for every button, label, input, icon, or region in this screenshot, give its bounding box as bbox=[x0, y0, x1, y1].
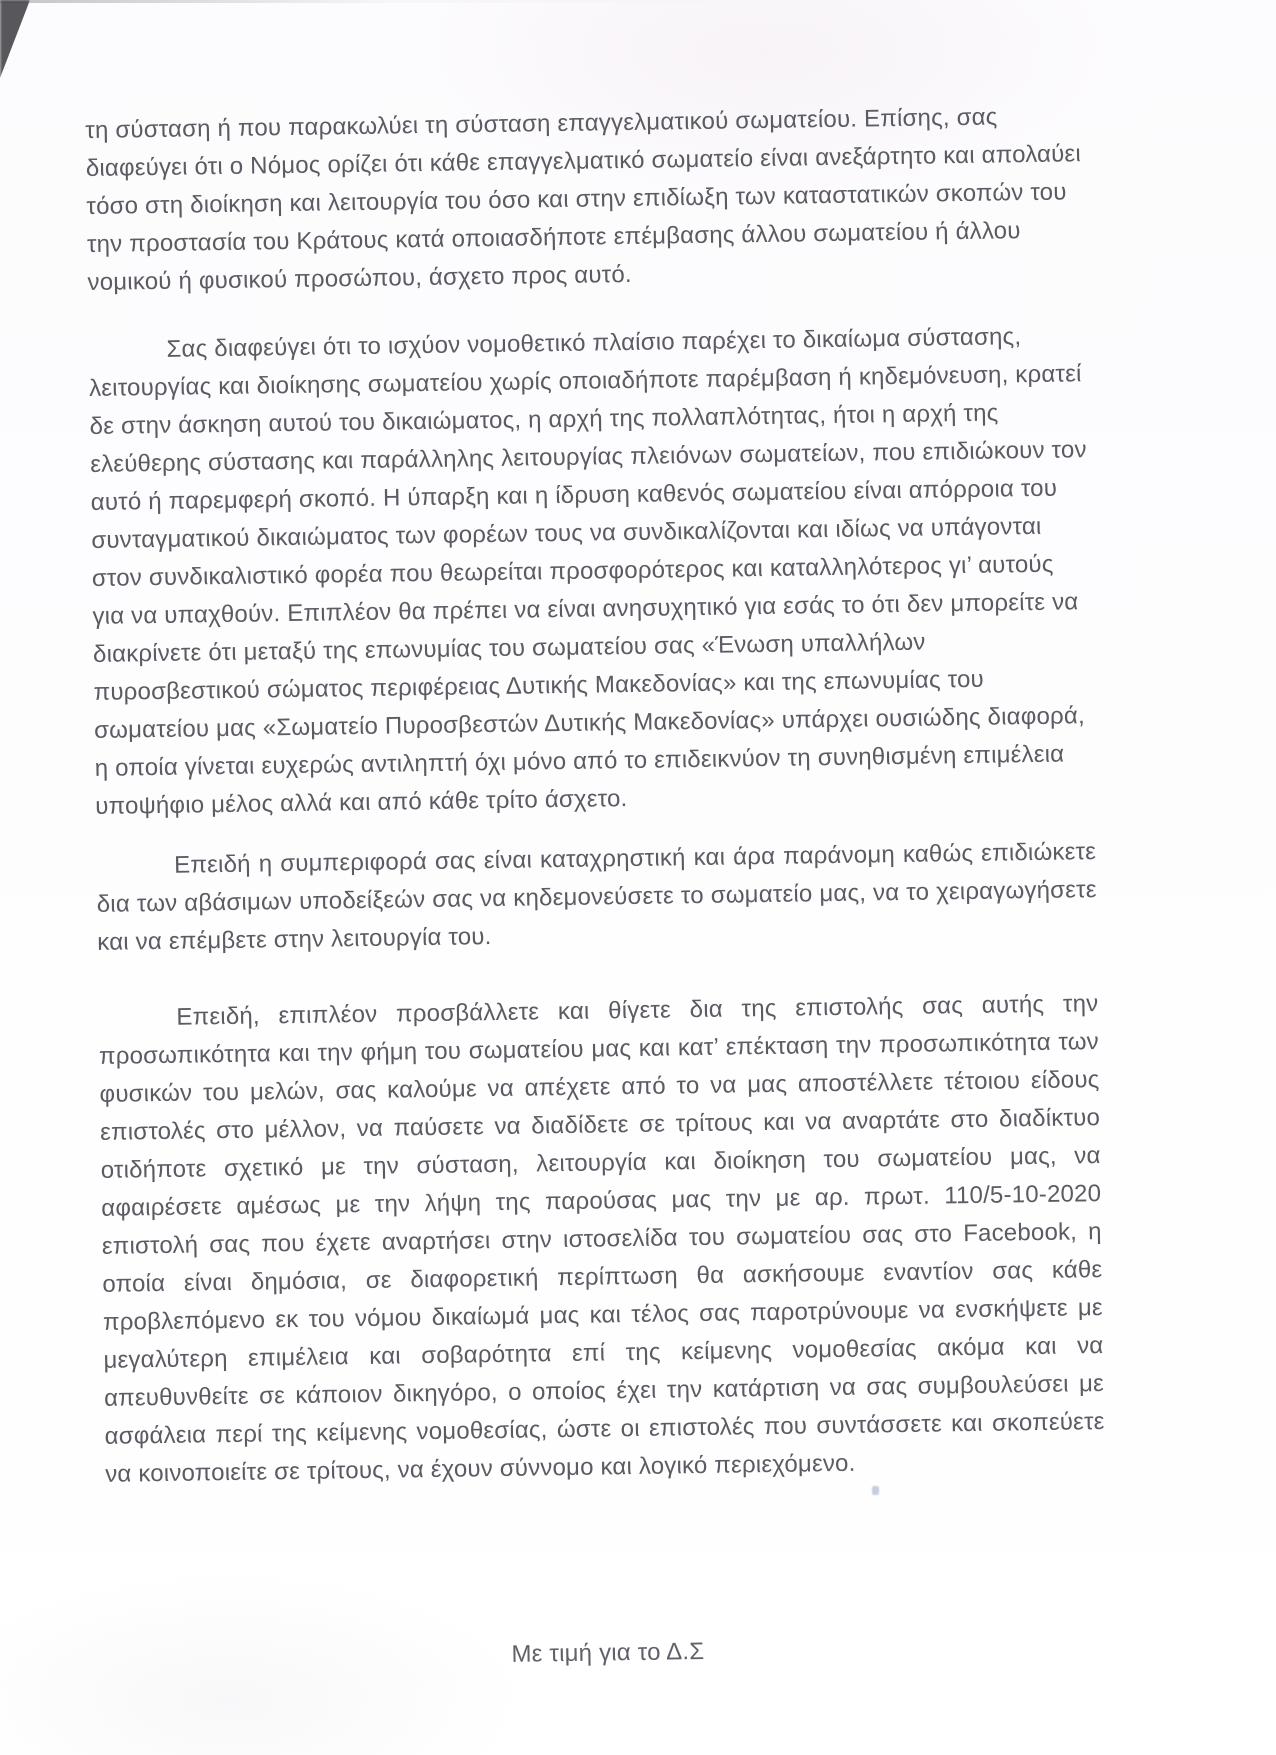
paragraph-continuation: τη σύσταση ή που παρακωλύει τη σύσταση επαγγελματικού σωματείου. Επίσης, σας διαφεύγει ότι ο Νόμος ορίζει ότι κάθε επαγγελματικό σωματείο είναι ανεξάρτητο και απολαύει τόσο στη διοίκηση και λειτουργία του όσο και στην επιδίωξη των καταστατικών σκοπών του την προστασία του Κράτους κατά οποιασδήποτε επέμβασης άλλου σωματείου ή άλλου νομικού ή φυσικού προσώπου, άσχετο προς αυτό. bbox=[85, 103, 1082, 296]
paragraph-legal-framework: Σας διαφεύγει ότι το ισχύον νομοθετικό πλαίσιο παρέχει το δικαίωμα σύστασης, λειτουργίας και διοίκησης σωματείου χωρίς οποιαδήποτε παρέμβαση ή κηδεμόνευση, κρατεί δε στην άσκηση αυτού του δικαιώματος, η αρχή της πολλαπλότητας, ήτοι η αρχή της ελεύθερης σύστασης και παράλληλης λειτουργίας πλειόνων σωματείων, που επιδιώκουν τον αυτό ή παρεμφερή σκοπό. Η ύπαρξη και η ίδρυση καθενός σωματείου είναι απόρροια του συνταγματικού δικαιώματος των φορέων τους να συνδικαλίζονται και ιδίως να υπάγονται στον συνδικαλιστικό φορέα που θεωρείται προσφορότερος και καταλληλότερος γι’ αυτούς για να υπαχθούν. Επιπλέον θα πρέπει να είναι ανησυχητικό για εσάς το ότι δεν μπορείτε να διακρίνετε ότι μεταξύ της επωνυμίας του σωματείου σας «Ένωση υπαλλήλων πυροσβεστικού σώματος περιφέρειας Δυτικής Μακεδονίας» και της επωνυμίας του σωματείου μας «Σωματείο Πυροσβεστών Δυτικής Μακεδονίας» υπάρχει ουσιώδης διαφορά, η οποία γίνεται ευχερώς αντιληπτή όχι μόνο από το επιδεικνύον τη συνηθισμένη επιμέλεια υποψήφιο μέλος αλλά και από κάθε τρίτο άσχετο. bbox=[88, 323, 1087, 820]
scan-top-edge-shadow bbox=[0, 0, 1276, 3]
paragraph-abusive-conduct: Επειδή η συμπεριφορά σας είναι καταχρηστική και άρα παράνομη καθώς επιδιώκετε δια των αβάσιμων υποδείξεών σας να κηδεμονεύσετε το σωματείο μας, να το χειραγωγήσετε και να επέμβετε στην λειτουργία του. bbox=[96, 838, 1097, 956]
closing-line: Με τιμή για το Δ.Σ bbox=[511, 1637, 705, 1668]
paragraph-demands: Επειδή, επιπλέον προσβάλλετε και θίγετε δια της επιστολής σας αυτής την προσωπικότητα και την φήμη του σωματείου μας και κατ’ επέκταση την προσωπικότητα των φυσικών του μελών, σας καλούμε να απέχετε από το να μας αποστέλλετε τέτοιου είδους επιστολές στο μέλλον, να παύσετε να διαδίδετε σε τρίτους και να αναρτάτε στο διαδίκτυο οτιδήποτε σχετικό με την σύσταση, λειτουργία και διοίκηση του σωματείου μας, να αφαιρέσετε αμέσως με την λήψη της παρούσας μας την με αρ. πρωτ. 110/5-10-2020 επιστολή σας που έχετε αναρτήσει στην ιστοσελίδα του σωματείου σας στο Facebook, η οποία είναι δημόσια, σε διαφορετική περίπτωση θα ασκήσουμε εναντίον σας κάθε προβλεπόμενο εκ του νόμου δικαίωμά μας και τέλος σας παροτρύνουμε να ενσκήψετε με μεγαλύτερη επιμέλεια και σοβαρότητα επί της κείμενης νομοθεσίας ακόμα και να απευθυνθείτε σε κάποιον δικηγόρο, ο οποίος έχει την κατάρτιση να σας συμβουλεύσει με ασφάλεια περί της κείμενης νομοθεσίας, ώστε οι επιστολές που συντάσσετε και σκοπεύετε να κοινοποιείτε σε τρίτους, να έχουν σύννομο και λογικό περιεχόμενο. bbox=[98, 990, 1105, 1488]
letter-body bbox=[85, 97, 1108, 1680]
scan-corner-artifact bbox=[0, 0, 30, 78]
